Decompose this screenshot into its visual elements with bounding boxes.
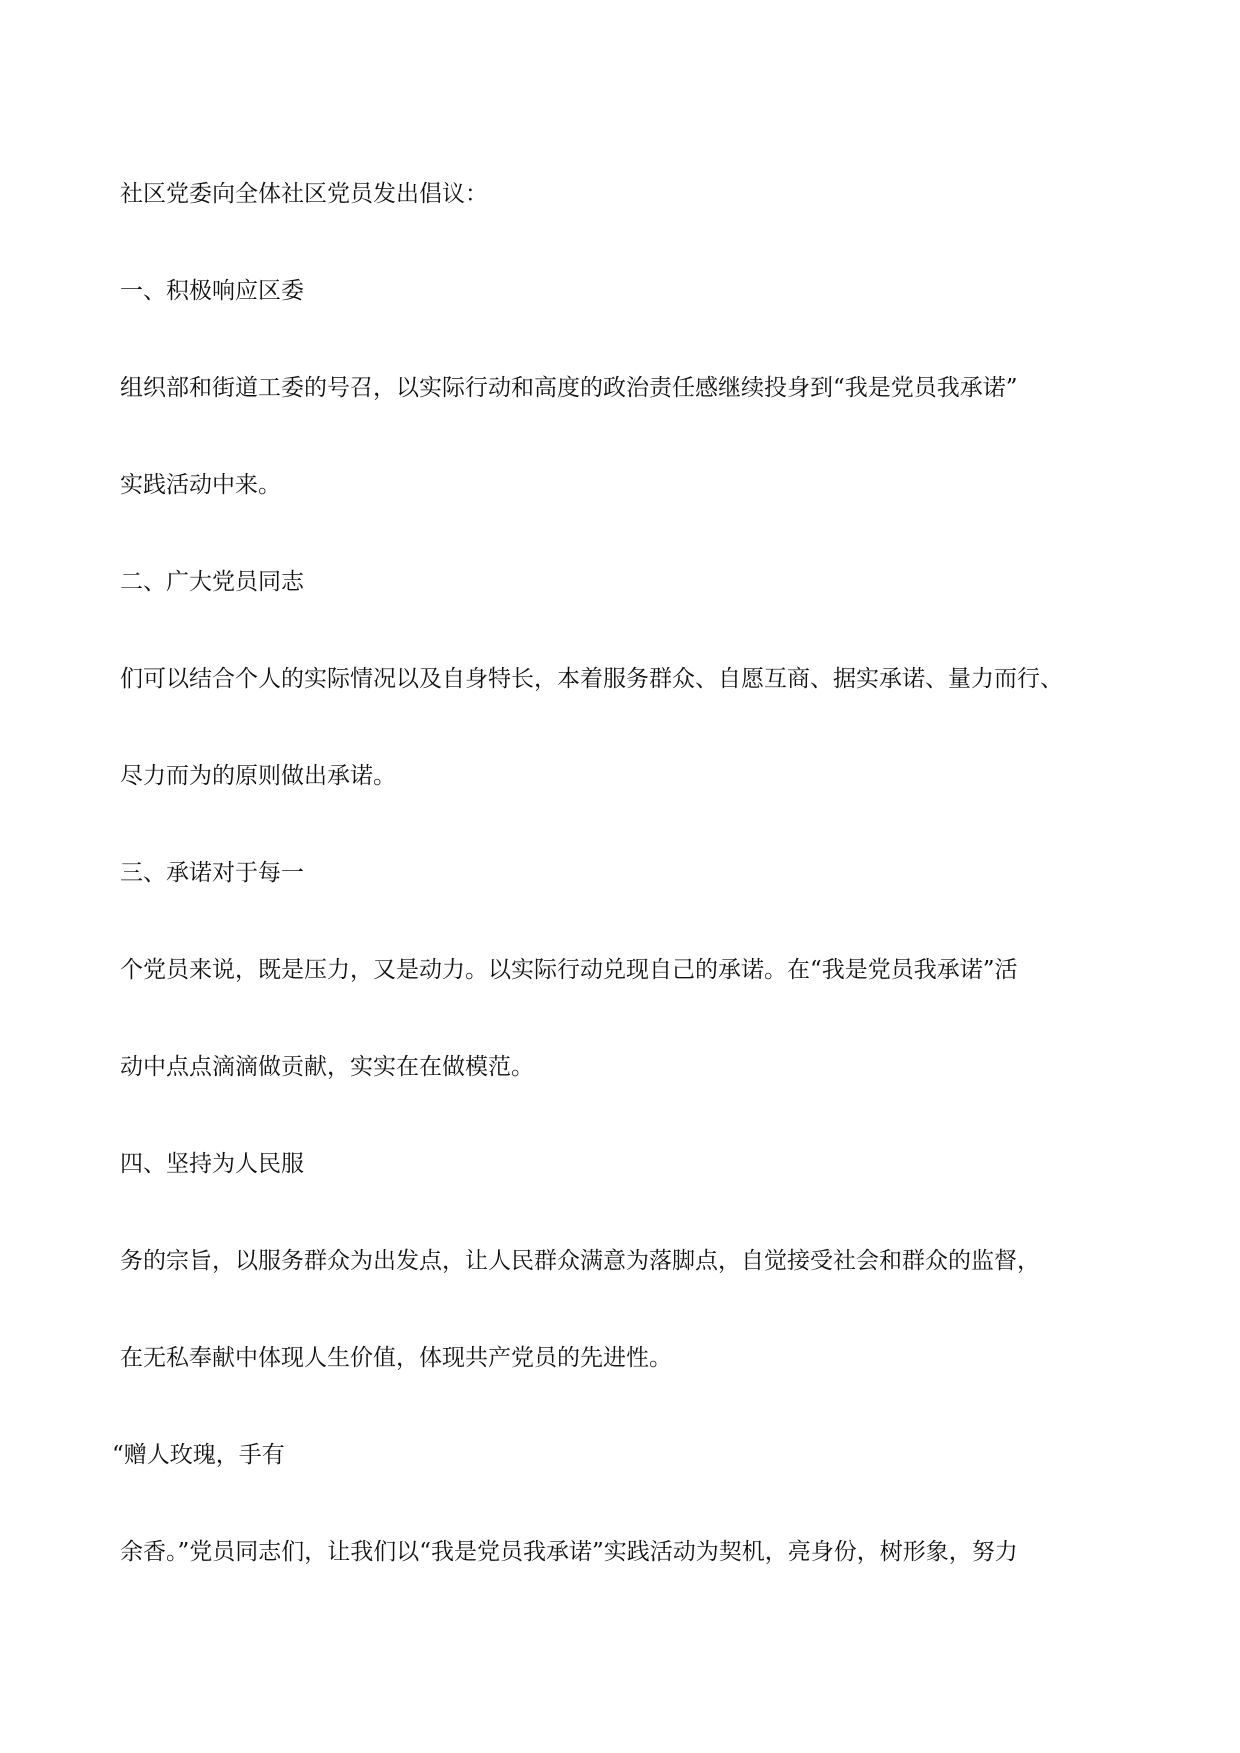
section-heading: 一、积极响应区委	[120, 278, 304, 304]
text-line: 社区党委向全体社区党员发出倡议：	[120, 181, 488, 207]
quote-line: “赠人玫瑰，手有	[112, 1442, 285, 1468]
text-line: 尽力而为的原则做出承诺。	[120, 763, 396, 789]
section-heading: 四、坚持为人民服	[120, 1151, 304, 1177]
text-line: 们可以结合个人的实际情况以及自身特长，本着服务群众、自愿互商、据实承诺、量力而行、	[120, 666, 1063, 692]
text-line: 余香。”党员同志们，让我们以“我是党员我承诺”实践活动为契机，亮身份，树形象，努力	[120, 1539, 1018, 1565]
text-line: 组织部和街道工委的号召，以实际行动和高度的政治责任感继续投身到“我是党员我承诺”	[120, 375, 1018, 401]
text-line: 动中点点滴滴做贡献，实实在在做模范。	[120, 1054, 534, 1080]
section-heading: 三、承诺对于每一	[120, 860, 304, 886]
text-line: 务的宗旨，以服务群众为出发点，让人民群众满意为落脚点，自觉接受社会和群众的监督，	[120, 1248, 1040, 1274]
text-line: 实践活动中来。	[120, 472, 281, 498]
text-line: 在无私奉献中体现人生价值，体现共产党员的先进性。	[120, 1345, 672, 1371]
section-heading: 二、广大党员同志	[120, 569, 304, 595]
text-line: 个党员来说，既是压力，又是动力。以实际行动兑现自己的承诺。在“我是党员我承诺”活	[120, 957, 1018, 983]
